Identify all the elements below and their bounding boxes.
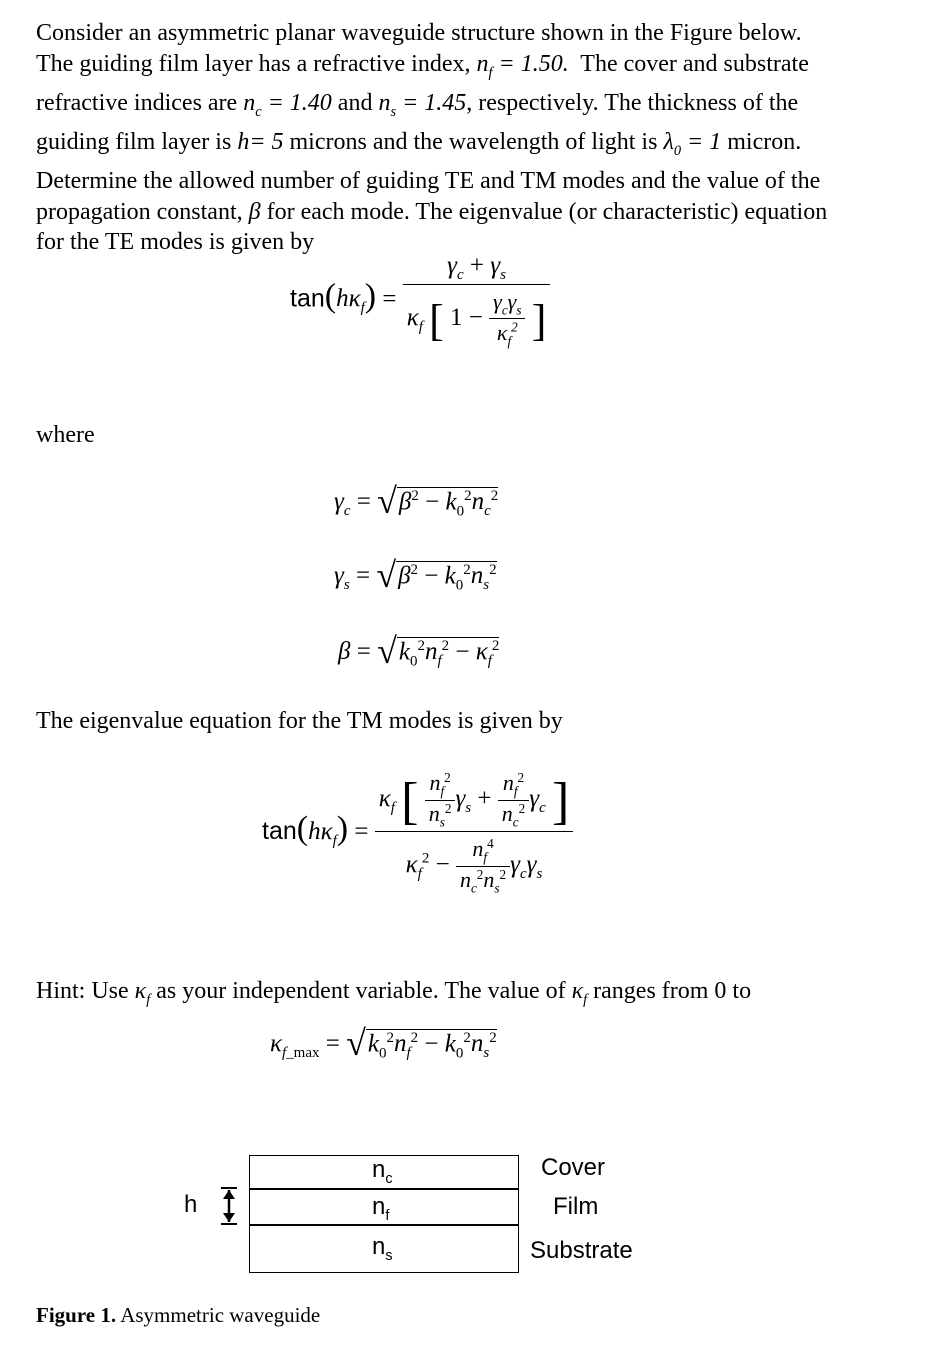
film-index-label: $n_f$ [372,1193,390,1224]
cover-layer-box [249,1155,519,1190]
where-label: where [36,422,95,448]
gamma-s-definition: $\gamma_s = √\beta^2 - k_0^2n_s^2$ [334,555,497,595]
substrate-name-label: Substrate [530,1237,633,1264]
gamma-c-definition: $\gamma_c = √\beta^2 - k_0^2n_c^2$ [334,481,499,521]
substrate-index-label: $n_s$ [372,1233,393,1264]
figure-caption: Figure 1. Asymmetric waveguide [36,1303,321,1327]
kappa-max-definition: $\kappa_{f\_max} = √k_0^2n_f^2 - k_0^2n_s^2$ [270,1023,497,1063]
intro-line: Determine the allowed number of guiding TE and TM modes and the value of the [36,168,821,195]
intro-line: The guiding film layer has a refractive index, $n_f = 1.50$. The cover and substrate [36,50,809,81]
intro-line: guiding film layer is h= 5 microns and the wavelength of light is $\lambda_0 = 1$ micron. [36,129,802,159]
hint-line: Hint: Use $\kappa_f$ as your independent variable. The value of $\kappa_f$ ranges from 0 to [36,978,752,1008]
tm-intro: The eigenvalue equation for the TM modes is given by [36,708,563,734]
intro-paragraph [36,18,906,258]
cover-index-label: $n_c$ [372,1156,393,1187]
film-layer-box [249,1188,519,1226]
cover-name-label: Cover [541,1154,606,1181]
thickness-h-label: h [184,1191,198,1218]
intro-line: for the TE modes is given by [36,229,315,256]
film-name-label: Film [553,1193,599,1220]
substrate-layer-box [249,1224,519,1273]
thickness-arrow-icon [216,1186,242,1226]
tm-eigenvalue-equation: $\tan(h\kappa_f)$ = $\kappa_f$ [ $\frac{n_f^2}{n_s^2}$ $\gamma_s$ + $\frac{n_f^2}{n_c^2}$ $\gamma_c$ ] $\kappa_f^2$ − $\frac{n_f^4}{n_c^2n_s^2}$ $\gamma_c\gamma_s$ [262,770,573,896]
intro-line: refractive indices are $n_c = 1.40$ and $n_s = 1.45$, respectively. The thickness of the [36,89,799,120]
beta-definition: $\beta = √k_0^2n_f^2 - \kappa_f^2$ [338,631,500,671]
intro-line: propagation constant, β for each mode. The eigenvalue (or characteristic) equation [36,198,828,225]
intro-line: Consider an asymmetric planar waveguide structure shown in the Figure below. [36,20,802,46]
te-eigenvalue-equation: $\tan(h\kappa_f)$ = $\gamma_c + \gamma_s$ $\kappa_f$ [ 1 − $\frac{\gamma_c\gamma_s}{\kappa_f^2}$ ] [290,252,550,349]
